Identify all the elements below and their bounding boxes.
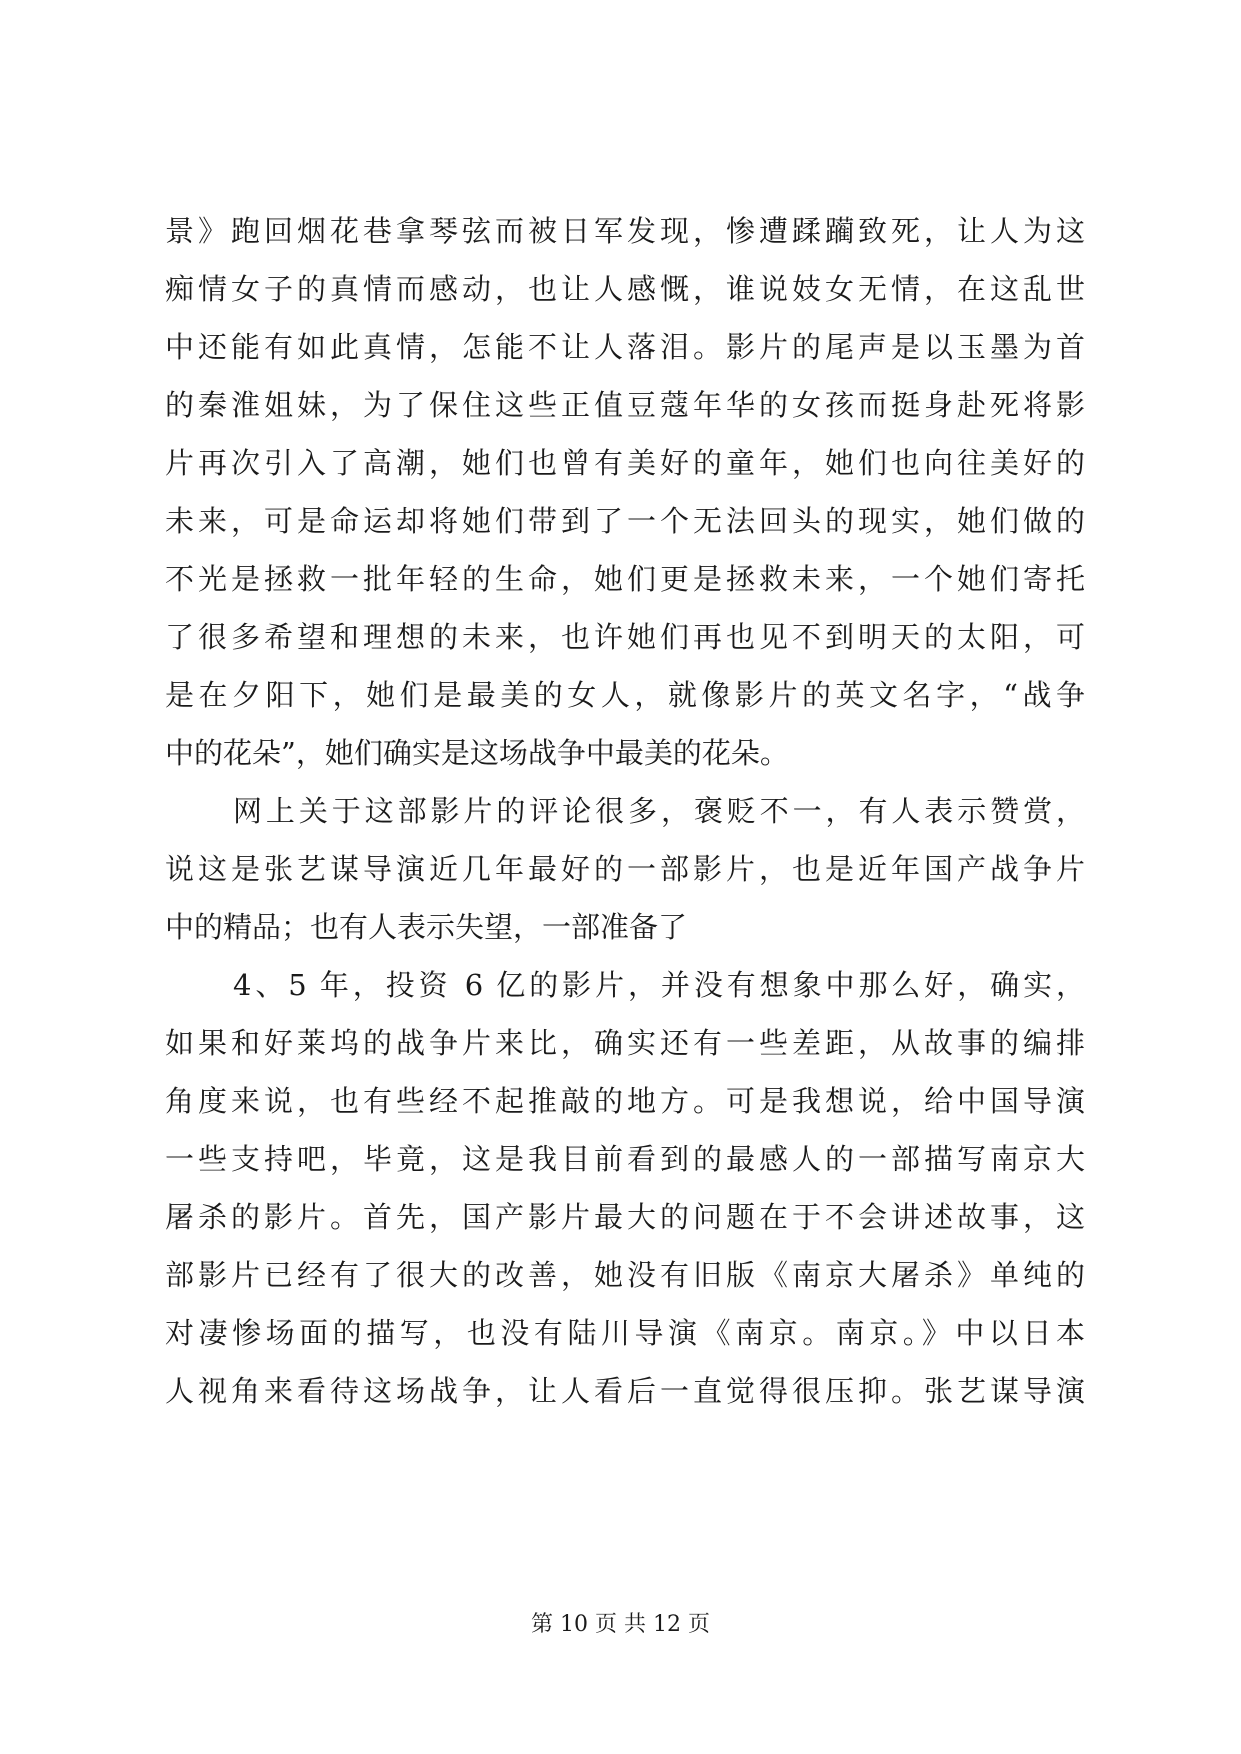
text-line-10: 中的花朵”，她们确实是这场战争中最美的花朵。: [165, 736, 789, 770]
text-line-18: 屠杀的影片。首先，国产影片最大的问题在于不会讲述故事，这: [165, 1200, 1085, 1234]
text-line-2: 痴情女子的真情而感动，也让人感慨，谁说妓女无情，在这乱世: [165, 272, 1085, 306]
text-line-15: 如果和好莱坞的战争片来比，确实还有一些差距，从故事的编排: [165, 1026, 1085, 1060]
text-line-6: 未来，可是命运却将她们带到了一个无法回头的现实，她们做的: [165, 504, 1085, 538]
text-line-3: 中还能有如此真情，怎能不让人落泪。影片的尾声是以玉墨为首: [165, 330, 1085, 364]
text-line-8: 了很多希望和理想的未来，也许她们再也见不到明天的太阳，可: [165, 620, 1085, 654]
text-line-19: 部影片已经有了很大的改善，她没有旧版《南京大屠杀》单纯的: [165, 1258, 1085, 1292]
text-line-12: 说这是张艺谋导演近几年最好的一部影片，也是近年国产战争片: [165, 852, 1085, 886]
text-line-5: 片再次引入了高潮，她们也曾有美好的童年，她们也向往美好的: [165, 446, 1085, 480]
page-number-footer: 第 10 页 共 12 页: [531, 1612, 710, 1637]
text-line-14: 4、5 年，投资 6 亿的影片，并没有想象中那么好，确实，: [233, 968, 1085, 1002]
text-line-11: 网上关于这部影片的评论很多，褒贬不一，有人表示赞赏，: [233, 794, 1085, 828]
text-line-9: 是在夕阳下，她们是最美的女人，就像影片的英文名字，“战争: [165, 678, 1085, 712]
text-line-7: 不光是拯救一批年轻的生命，她们更是拯救未来，一个她们寄托: [165, 562, 1085, 596]
text-line-16: 角度来说，也有些经不起推敲的地方。可是我想说，给中国导演: [165, 1084, 1085, 1118]
text-line-13: 中的精品；也有人表示失望，一部准备了: [165, 910, 688, 944]
text-line-17: 一些支持吧，毕竟，这是我目前看到的最感人的一部描写南京大: [165, 1142, 1085, 1176]
text-line-1: 景》跑回烟花巷拿琴弦而被日军发现，惨遭蹂躏致死，让人为这: [165, 214, 1085, 248]
text-line-20: 对凄惨场面的描写，也没有陆川导演《南京。南京。》中以日本: [165, 1316, 1085, 1350]
text-line-21: 人视角来看待这场战争，让人看后一直觉得很压抑。张艺谋导演: [165, 1374, 1085, 1408]
text-line-4: 的秦淮姐妹，为了保住这些正值豆蔻年华的女孩而挺身赴死将影: [165, 388, 1085, 422]
